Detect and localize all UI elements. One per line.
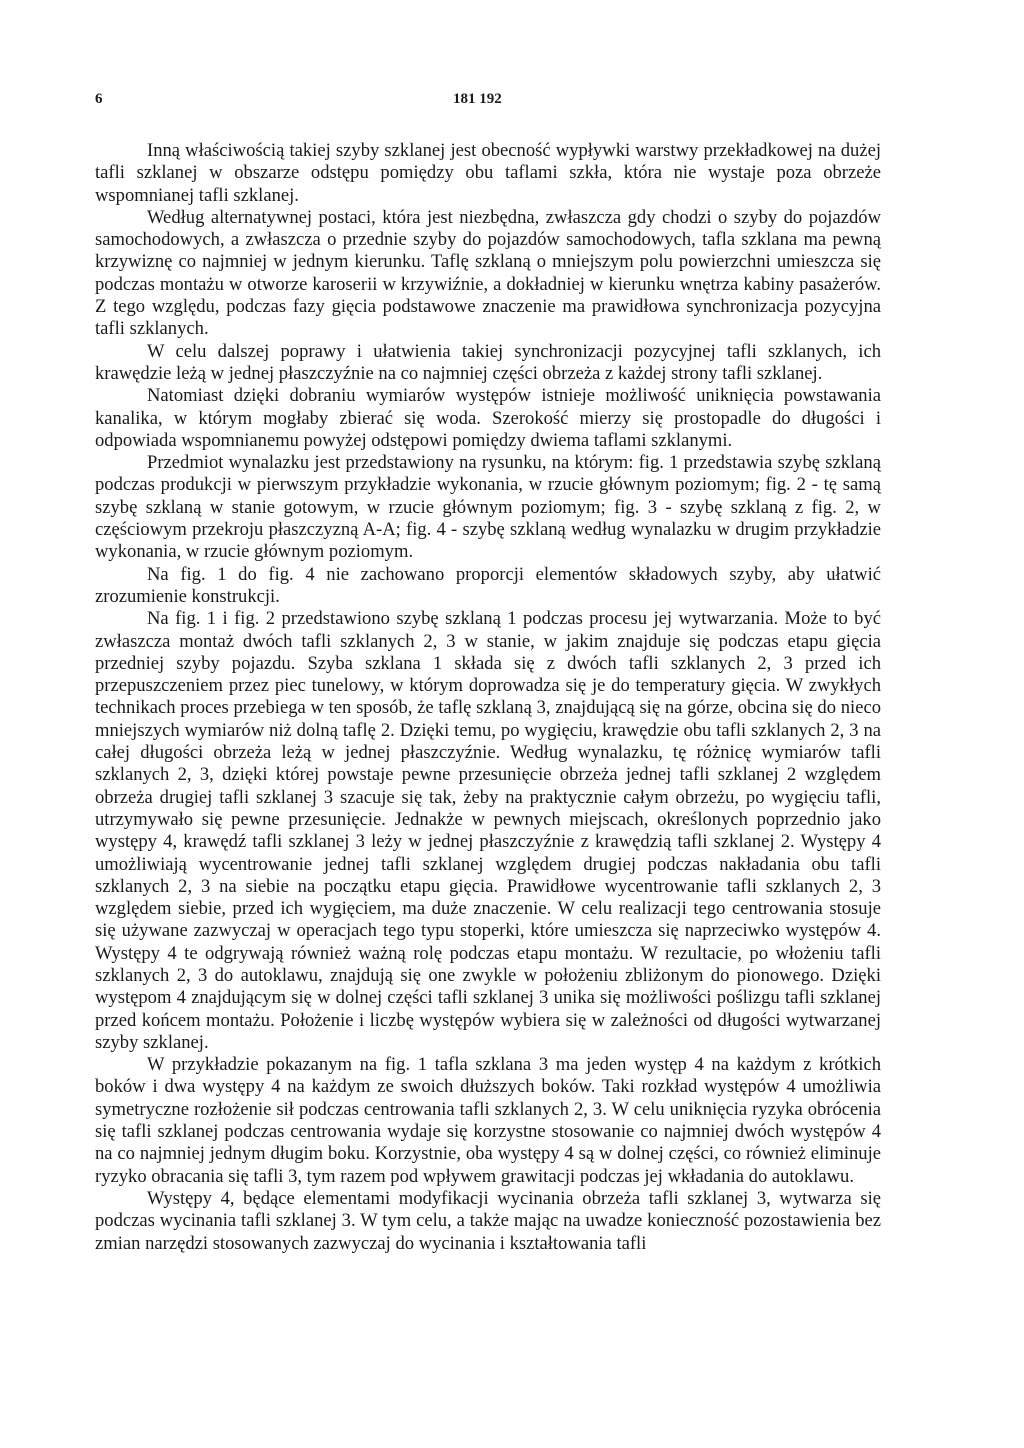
paragraph: W celu dalszej poprawy i ułatwienia takiej synchronizacji pozycyjnej tafli szklanych, ich krawędzie leżą w jednej płaszczyźnie na co najmniej części obrzeża z każdej strony tafli szklanej. <box>95 340 881 384</box>
paragraph: Natomiast dzięki dobraniu wymiarów występów istnieje możliwość uniknięcia powstawania kanalika, w którym mogłaby zbierać się woda. Szerokość mierzy się prostopadle do długości i odpowiada wspomnianemu powyżej odstępowi pomiędzy dwiema taflami szklanymi. <box>95 385 881 451</box>
patent-number: 181 192 <box>453 91 502 107</box>
paragraph: Na fig. 1 i fig. 2 przedstawiono szybę szklaną 1 podczas procesu jej wytwarzania. Może to być zwłaszcza montaż dwóch tafli szklanych 2, 3 w stanie, w jakim znajduje się podczas etapu gięcia przedniej szyby pojazdu. Szyba szklana 1 składa się z dwóch tafli szklanych 2, 3 przed ich przepuszczeniem przez piec tunelowy, w którym doprowadza się je do temperatury gięcia. W zwykłych technikach proces przebiega w ten sposób, że taflę szklaną 3, znajdującą się na górze, obcina się do nieco mniejszych wymiarów niż dolną taflę 2. Dzięki temu, po wygięciu, krawędzie obu tafli szklanych 2, 3 na całej długości obrzeża leżą w jednej płaszczyźnie. Według wynalazku, tę różnicę wymiarów tafli szklanych 2, 3, dzięki której powstaje pewne przesunięcie obrzeża jednej tafli szklanej 2 względem obrzeża drugiej tafli szklanej 3 szacuje się tak, żeby na praktycznie całym obrzeżu, po wygięciu tafli, utrzymywało się pewne przesunięcie. Jednakże w pewnych miejscach, określonych poprzednio jako występy 4, krawędź tafli szklanej 3 leży w jednej płaszczyźnie z krawędzią tafli szklanej 2. Występy 4 umożliwiają wycentrowanie jednej tafli szklanej względem drugiej podczas nakładania obu tafli szklanych 2, 3 na siebie na początku etapu gięcia. Prawidłowe wycentrowanie tafli szklanych 2, 3 względem siebie, przed ich wygięciem, ma duże znaczenie. W celu realizacji tego centrowania stosuje się używane zazwyczaj w operacjach tego typu stoperki, które umieszcza się naprzeciwko występów 4. Występy 4 te odgrywają również ważną rolę podczas etapu montażu. W rezultacie, po włożeniu tafli szklanych 2, 3 do autoklawu, znajdują się one zwykle w położeniu zbliżonym do pionowego. Dzięki występom 4 znajdującym się w dolnej części tafli szklanej 3 unika się możliwości poślizgu tafli szklanej przed końcem montażu. Położenie i liczbę występów wybiera się w zależności od długości wytwarzanej szyby szklanej. <box>95 608 881 1053</box>
paragraph: Występy 4, będące elementami modyfikacji wycinania obrzeża tafli szklanej 3, wytwarza się podczas wycinania tafli szklanej 3. W tym celu, a także mając na uwadze konieczność pozostawienia bez zmian narzędzi stosowanych zazwyczaj do wycinania i kształtowania tafli <box>95 1187 881 1254</box>
page-number: 6 <box>95 91 103 107</box>
page-header <box>95 91 915 115</box>
paragraph: Inną właściwością takiej szyby szklanej jest obecność wypływki warstwy przekładkowej na dużej tafli szklanej w obszarze odstępu pomiędzy obu taflami szkła, która nie wystaje poza obrzeże wspomnianej tafli szklanej. <box>95 140 881 206</box>
paragraph: Na fig. 1 do fig. 4 nie zachowano proporcji elementów składowych szyby, aby ułatwić zrozumienie konstrukcji. <box>95 563 881 607</box>
paragraph: W przykładzie pokazanym na fig. 1 tafla szklana 3 ma jeden występ 4 na każdym z krótkich boków i dwa występy 4 na każdym ze swoich dłuższych boków. Taki rozkład występów 4 umożliwia symetryczne rozłożenie sił podczas centrowania tafli szklanych 2, 3. W celu uniknięcia ryzyka obrócenia się tafli szklanej podczas centrowania wydaje się korzystne stosowanie co najmniej dwóch występów 4 na co najmniej jednym długim boku. Korzystnie, oba występy 4 są w dolnej części, co również eliminuje ryzyko obracania się tafli 3, tym razem pod wpływem grawitacji podczas jej wkładania do autoklawu. <box>95 1054 881 1187</box>
paragraph: Przedmiot wynalazku jest przedstawiony na rysunku, na którym: fig. 1 przedstawia szybę szklaną podczas produkcji w pierwszym przykładzie wykonania, w rzucie głównym poziomym; fig. 2 - tę samą szybę szklaną w stanie gotowym, w rzucie głównym poziomym; fig. 3 - szybę szklaną z fig. 2, w częściowym przekroju płaszczyzną A-A; fig. 4 - szybę szklaną według wynalazku w drugim przykładzie wykonania, w rzucie głównym poziomym. <box>95 452 881 563</box>
body-text <box>95 140 881 1255</box>
paragraph: Według alternatywnej postaci, która jest niezbędna, zwłaszcza gdy chodzi o szyby do pojazdów samochodowych, a zwłaszcza o przednie szyby do pojazdów samochodowych, tafla szklana ma pewną krzywiznę co najmniej w jednym kierunku. Taflę szklaną o mniejszym polu powierzchni umieszcza się podczas montażu w otworze karoserii w krzywiźnie, a dokładniej w kierunku wnętrza kabiny pasażerów. Z tego względu, podczas fazy gięcia podstawowe znaczenie ma prawidłowa synchronizacja pozycyjna tafli szklanych. <box>95 206 881 340</box>
